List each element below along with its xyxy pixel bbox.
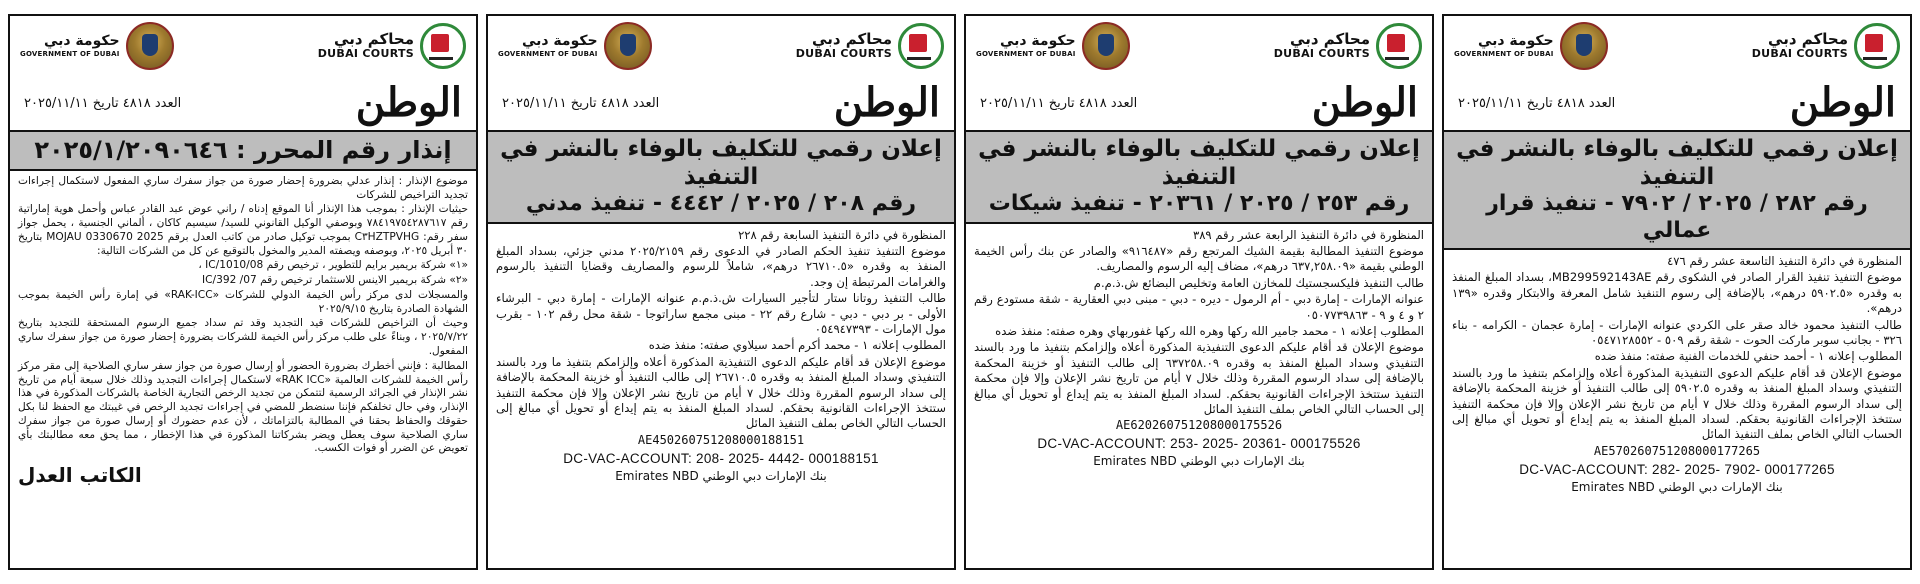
body-paragraph: طالب التنفيذ روتانا ستار لتأجير السيارات ش.ذ.م.م عنوانه الإمارات - إمارة دبي - البرشاء الأولى - بر دبي - دبي - شارع رقم ٢٢ - مبنى مجمع ساراتوجا - شقة محل رقم ١٠٢ - بقرب مول الإمارات - ٠٥٤٩٤٧٣٩٣ (496, 291, 946, 337)
gov-name-ar: حكومة دبي (521, 33, 598, 50)
masthead (488, 76, 954, 130)
notice-title (488, 130, 954, 224)
gov-name-ar: حكومة دبي (43, 33, 120, 50)
body-paragraph: موضوع الإعلان قد أقام عليكم الدعوى التنفيذية المذكورة أعلاه وإلزامكم بتنفيذ ما ورد بالسند التنفيذي وسداد المبلغ المنفذ به وقدره ٥٩٠٢.٥ إلى طالب التنفيذ أو خزينة المحكمة بالإضافة إلى سداد الرسوم المقررة وذلك خلال ٧ أيام من تاريخ نشر الإعلان وإلا فإن محكمة التنفيذ ستتخذ الإجراءات القانونية بحقكم. لسداد المبلغ المنفذ به يتم إيداع أو تحويل أي مبالغ إلى الحساب التالي الخاص بملف التنفيذ المائل (1452, 365, 1902, 442)
masthead (10, 76, 476, 130)
bank-name: بنك الإمارات دبي الوطني Emirates NBD (1093, 454, 1305, 469)
government-of-dubai-logo (1454, 22, 1608, 70)
body-paragraph: «١» شركة بريمير برايم للتطوير ، ترخيص رقم IC/1010/08 ، (198, 259, 468, 272)
notice-body (1444, 250, 1910, 568)
body-paragraph: المنظورة في دائرة التنفيذ الرابعة عشر رقم ٣٨٩ (1192, 227, 1424, 242)
notice-title-line1: إعلان رقمي للتكليف بالوفاء بالنشر في التنفيذ (1456, 136, 1898, 190)
courts-name-ar: محاكم دبي (334, 30, 414, 49)
iban-number: AE450260751208000188151 (637, 432, 805, 447)
newspaper-name: الوطن (1311, 79, 1418, 126)
notice-warning-2090646 (8, 14, 478, 570)
courts-name-en: DUBAI COURTS (1751, 47, 1848, 61)
body-paragraph: المنظورة في دائرة التنفيذ السابعة رقم ٢٢٨ (738, 227, 946, 242)
newspaper-name: الوطن (833, 79, 940, 126)
body-paragraph: المطلوب إعلانه ١ - محمد أكرم أحمد سيلاوي صفته: منفذ ضده (648, 338, 946, 353)
dubai-courts-logo (1274, 23, 1422, 69)
account-number: DC-VAC-ACCOUNT: 282- 2025- 7902- 000177265 (1519, 461, 1835, 477)
body-paragraph: موضوع الإعلان قد أقام عليكم الدعوى التنفيذية المذكورة أعلاه وإلزامكم بتنفيذ ما ورد بالسند التنفيذي وسداد المبلغ المنفذ به وقدره ٦٣٧٢٥٨.٠٩ إلى طالب التنفيذ أو خزينة المحكمة بالإضافة إلى سداد الرسوم المقررة وذلك خلال ٧ أيام من تاريخ نشر الإعلان وإلا فإن محكمة التنفيذ ستتخذ الإجراءات القانونية بحقكم. لسداد المبلغ المنفذ به يتم إيداع أو تحويل أي مبالغ إلى الحساب التالي الخاص بملف التنفيذ المائل (974, 340, 1425, 417)
notary-signature: الكاتب العدل (18, 463, 142, 488)
issue-number-date: العدد ٤٨١٨ تاريخ ٢٠٢٥/١١/١١ (1458, 95, 1616, 111)
issue-number-date: العدد ٤٨١٨ تاريخ ٢٠٢٥/١١/١١ (24, 95, 182, 111)
body-paragraph: موضوع التنفيذ تنفيذ القرار الصادر في الشكوى رقم MB299592143AE، بسداد المبلغ المنفذ به وقدره «٥٩٠٢.٥ درهم»، بالإضافة إلى رسوم التنفيذ شامل المعرفة والابتكار وقدره «١٣٩ درهم». (1452, 270, 1902, 316)
courts-name-ar: محاكم دبي (1290, 30, 1370, 49)
courts-name-en: DUBAI COURTS (1273, 47, 1370, 61)
gov-name-en: GOVERNMENT OF DUBAI (976, 50, 1076, 59)
gov-name-en: GOVERNMENT OF DUBAI (498, 50, 598, 59)
courts-name-en: DUBAI COURTS (795, 47, 892, 61)
notice-title-line1: إعلان رقمي للتكليف بالوفاء بالنشر في التنفيذ (500, 136, 942, 190)
body-paragraph: «٢» شركة بريمير الاينس للاستثمار ترخيص رقم IC/392 /07 (202, 274, 468, 287)
bank-name: بنك الإمارات دبي الوطني Emirates NBD (1571, 479, 1783, 494)
dubai-courts-logo (318, 23, 466, 69)
courts-name-ar: محاكم دبي (812, 30, 892, 49)
masthead (966, 76, 1432, 130)
dubai-emblem-icon (126, 22, 174, 70)
body-paragraph: المطلوب إعلانه ١ - محمد جامير الله ركها وهره الله ركها غفوربهاي وهره صفته: منفذ ضده (995, 324, 1424, 339)
gov-name-ar: حكومة دبي (999, 33, 1076, 50)
body-paragraph: طالب التنفيذ محمود خالد صقر على الكردي عنوانه الإمارات - إمارة عجمان - الكرامه - بناء ٣٢٦ - بجانب سوبر ماركت الحوت - شقة رقم ٥٠٩ - ٠٥٤٧١٢٨٥٥٢ (1452, 317, 1902, 347)
logo-strip (1444, 16, 1910, 76)
courts-scales-icon (1854, 23, 1900, 69)
logo-strip (966, 16, 1432, 76)
iban-number: AE570260751208000177265 (1593, 443, 1761, 458)
body-paragraph: المطلوب إعلانه ١ - أحمد حنفي للخدمات الفنية صفته: منفذ ضده (1594, 349, 1902, 364)
newspaper-name: الوطن (1789, 79, 1896, 126)
notice-253-cheques (964, 14, 1434, 570)
notice-title-line2: رقم ٢٨٢ / ٢٠٢٥ / ٧٩٠٢ - تنفيذ قرار عمالي (1486, 191, 1868, 243)
dubai-courts-logo (796, 23, 944, 69)
notice-title (10, 130, 476, 171)
dubai-emblem-icon (1082, 22, 1130, 70)
gov-name-en: GOVERNMENT OF DUBAI (1454, 50, 1554, 59)
body-paragraph: حيثيات الإنذار : بموجب هذا الإنذار أنا الموقع إدناه / راني عوض عبد القادر عباس وأحمل هوية إماراتية رقم ٧٨٤١٩٧٥٤٢٨٧٦١٧ وبوصفي الوكيل القانوني للسيد/ سيسيم كاكان ، ألماني الجنسية ، يحمل جواز سفر رقم: C٣HZTPVHG بموجب توكيل صادر من كاتب العدل برقم MOJAU 0330670 2025 بتاريخ ٣٠ أبريل ٢٠٢٥، وبوصفه ويصفته المدير والمخول بالتوقيع عن كل من الشركات التالية: (18, 203, 468, 257)
body-paragraph: موضوع الإعلان قد أقام عليكم الدعوى التنفيذية المذكورة أعلاه وإلزامكم بتنفيذ ما ورد بالسند التنفيذي وسداد المبلغ المنفذ به وقدره ٢٦٧١٠.٥ إلى طالب التنفيذ أو خزينة المحكمة بالإضافة إلى سداد الرسوم المقررة وذلك خلال ٧ أيام من تاريخ نشر الإعلان وإلا فإن محكمة التنفيذ ستتخذ الإجراءات القانونية بحقكم. لسداد المبلغ المنفذ به يتم إيداع أو تحويل أي مبالغ إلى الحساب التالي الخاص بملف التنفيذ المائل (496, 354, 946, 431)
body-paragraph: المطالبة : فإنني أخطرك بضرورة الحضور أو إرسال صورة من جواز سفر ساري الصلاحية إلى مقر مركز رأس الخيمة للشركات العالمية «RAK ICC» لاستكمال إجراءات التجديد وذلك خلال سبعة أيام من تاريخ نشر الإنذار في الجرائد الرسمية لتتمكن من تجديد الرخص التجارية الخاصة بالشركات المذكورة في هذا الإنذار، وفي حال تخلفكم فإننا سنضطر للمضي في إجراءات تجديد الرخص في غيبتك مع الحفظ لنا بكل حقوقك والحفاظ بحقنا في المطالبة بالتزاماتك ، لأن عدم حضورك أو إرسال صورة من جواز سفرك ساري الصلاحية سوف يعطل ويضر بشركاتنا المذكورة في هذا الإخطار ، مما يحق معه مطالبتك بأي تعويض عن الضرر أو فوات الكسب. (18, 359, 468, 455)
notice-title (1444, 130, 1910, 250)
courts-scales-icon (420, 23, 466, 69)
masthead (1444, 76, 1910, 130)
iban-number: AE620260751208000175526 (1115, 418, 1283, 433)
courts-name-ar: محاكم دبي (1768, 30, 1848, 49)
issue-number-date: العدد ٤٨١٨ تاريخ ٢٠٢٥/١١/١١ (502, 95, 660, 111)
issue-number-date: العدد ٤٨١٨ تاريخ ٢٠٢٥/١١/١١ (980, 95, 1138, 111)
account-number: DC-VAC-ACCOUNT: 253- 2025- 20361- 000175526 (1037, 436, 1361, 452)
notice-title-line2: رقم ٢٠٨ / ٢٠٢٥ / ٤٤٤٢ - تنفيذ مدني (525, 191, 917, 217)
logo-strip (10, 16, 476, 76)
courts-name-en: DUBAI COURTS (317, 47, 414, 61)
notice-body (10, 171, 476, 568)
notice-body (488, 224, 954, 568)
bank-name: بنك الإمارات دبي الوطني Emirates NBD (615, 468, 827, 483)
gov-name-en: GOVERNMENT OF DUBAI (20, 50, 120, 59)
gov-name-ar: حكومة دبي (1477, 33, 1554, 50)
body-paragraph: موضوع التنفيذ المطالبة بقيمة الشيك المرتجع رقم «٩١٦٤٨٧» والصادر عن بنك رأس الخيمة الوطني بقيمة «٦٣٧,٢٥٨.٠٩ درهم»، مضاف إليه الرسوم والمصاريف. (974, 243, 1424, 274)
body-paragraph: طالب التنفيذ فليكسجستيك للمخازن العامة وتخليص البضائع ش.ذ.م.م (1093, 275, 1424, 290)
dubai-emblem-icon (1560, 22, 1608, 70)
courts-scales-icon (1376, 23, 1422, 69)
logo-strip (488, 16, 954, 76)
courts-scales-icon (898, 23, 944, 69)
body-paragraph: والمسجلات لدى مركز رأس الخيمة الدولي للشركات «RAK-ICC» في إمارة رأس الخيمة بموجب الشهادة الصادرة بتاريخ ٢٠٢٥/٩/١٥ (18, 288, 468, 315)
body-paragraph: موضوع التنفيذ تنفيذ الحكم الصادر في الدعوى رقم ٢٠٢٥/٢١٥٩ مدني جزئي، بسداد المبلغ المنفذ به وقدره «٢٦٧١٠.٥ درهم»، شاملاً للرسوم والمصاريف وقضايا التنفيذ بالرسوم والغرامات المرتبطة إن وجد. (496, 243, 946, 289)
newspaper-name: الوطن (355, 79, 462, 126)
notice-body (966, 224, 1432, 568)
notice-title-line1: إنذار رقم المحرر : ٢٠٢٥/١/٢٠٩٠٦٤٦ (34, 136, 452, 164)
notice-title-line2: رقم ٢٥٣ / ٢٠٢٥ / ٢٠٣٦١ - تنفيذ شيكات (988, 191, 1410, 217)
government-of-dubai-logo (20, 22, 174, 70)
body-paragraph: موضوع الإنذار : إنذار عدلي بضرورة إحضار صورة من جواز سفرك ساري المفعول لاستكمال إجراءات تجديد التراخيص للشركات (18, 174, 468, 201)
government-of-dubai-logo (976, 22, 1130, 70)
dubai-emblem-icon (604, 22, 652, 70)
notice-208-civil (486, 14, 956, 570)
body-paragraph: المنظورة في دائرة التنفيذ التاسعة عشر رقم ٤٧٦ (1667, 253, 1902, 268)
government-of-dubai-logo (498, 22, 652, 70)
body-paragraph: وحيث أن التراخيص للشركات قيد التجديد وقد تم سداد جميع الرسوم المستحقة للتجديد بتاريخ ٢٠٢٥/٧/٢٢ ، وبناءً على طلب مركز رأس الخيمة للشركات بضرورة إحضار صورة من جواز سفرك ساري المفعول. (18, 317, 468, 357)
account-number: DC-VAC-ACCOUNT: 208- 2025- 4442- 000188151 (563, 450, 879, 466)
notice-282-labour-decision (1442, 14, 1912, 570)
body-paragraph: عنوانه الإمارات - إمارة دبي - أم الرمول - ديره - دبي - مبنى دبي العقارية - شقة مستودع رقم ٢ و ٤ و ٩ - ٠٥٠٧٧٣٩٨٦٣ (974, 292, 1424, 322)
notice-title-line1: إعلان رقمي للتكليف بالوفاء بالنشر في التنفيذ (978, 136, 1420, 190)
dubai-courts-logo (1752, 23, 1900, 69)
notice-title (966, 130, 1432, 224)
